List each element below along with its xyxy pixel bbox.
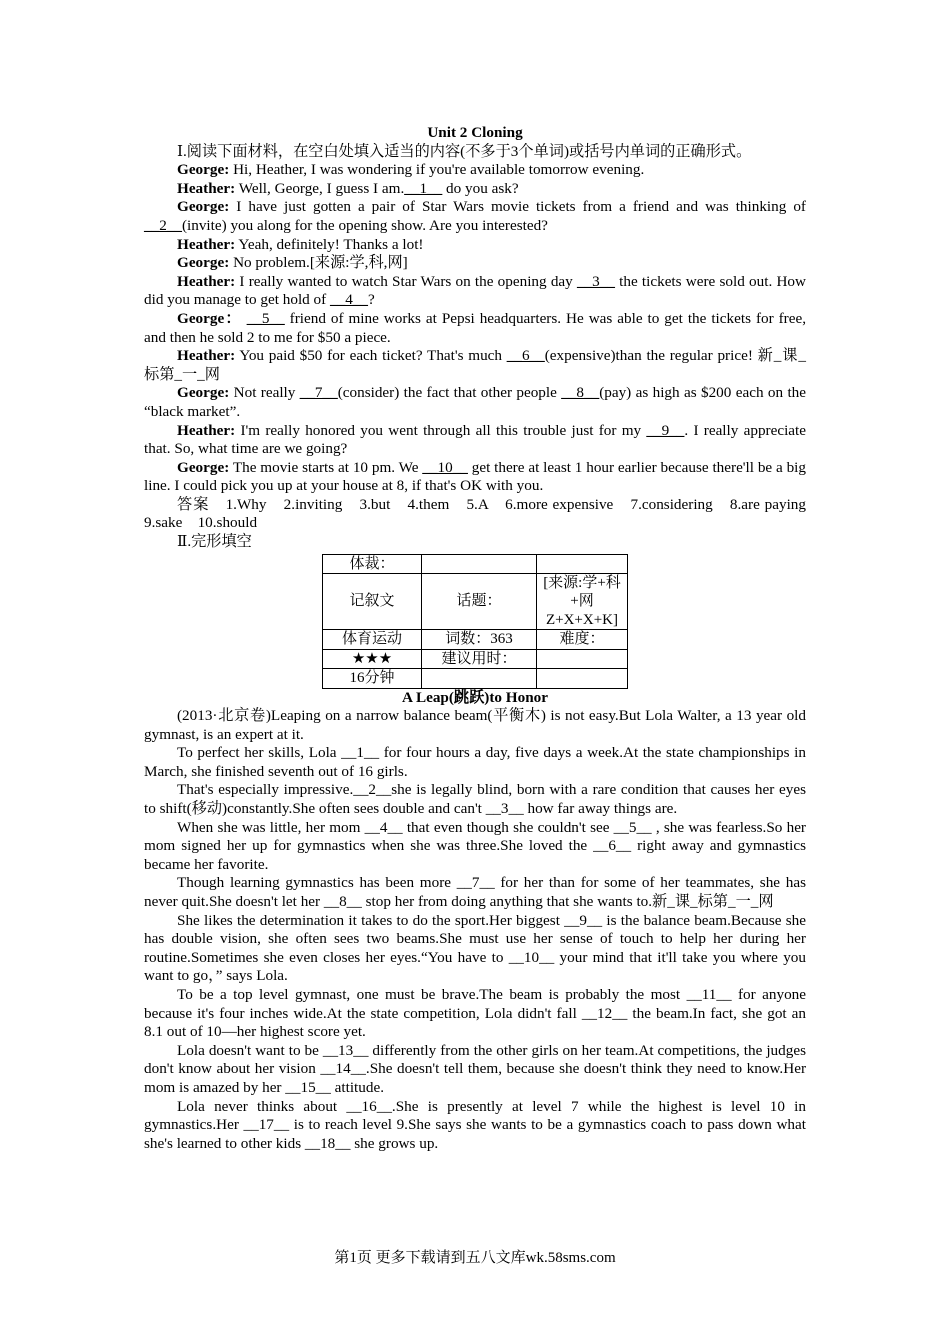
table-cell: 体裁： — [323, 554, 422, 573]
dialogue-text: You paid $50 for each ticket? That's much — [235, 347, 507, 365]
dialogue-text: do you ask? — [442, 179, 519, 197]
table-cell — [422, 669, 537, 688]
table-cell — [537, 649, 628, 668]
table-cell: ★★★ — [323, 649, 422, 668]
table-cell: 记叙文 — [323, 574, 422, 630]
document-page — [144, 124, 822, 1153]
answer-blank: __6__ — [506, 347, 545, 365]
dialogue-line — [144, 180, 806, 199]
passage-paragraph: When she was little, her mom __4__ that even though she couldn't see __5__ , she was fearless.So her mom signed her up for gymnastics when she was three.She loved the __6__ right away and gymnastics became her favorite. — [144, 818, 806, 873]
page-title: Unit 2 Cloning — [427, 124, 523, 141]
passage-paragraph: She likes the determination it takes to do the sport.Her biggest __9__ is the balance beam.Because she has double vision, she often sees two beams.She must use her sense of touch to help her during her routine.Sometimes she even closes her eyes.“You have to __10__ your mind that it'll take you where you want to go，” says Lola. — [144, 911, 806, 985]
speaker-name: Heather: — [177, 179, 236, 197]
table-row — [323, 630, 628, 649]
passage-info-table — [322, 554, 628, 689]
speaker-name: Heather: — [177, 235, 236, 253]
speaker-name: George: — [177, 384, 230, 402]
answer-blank: __3__ — [576, 272, 615, 290]
speaker-name: George: — [177, 254, 230, 272]
passage-paragraph: That's especially impressive.__2__she is legally blind, born with a rare condition that causes her eyes to shift(移动)constantly.She often sees double and can't __3__ how far away things are. — [144, 781, 806, 818]
speaker-name: George: — [177, 161, 230, 179]
dialogue-text: No problem.[来源:学,科,网] — [229, 254, 408, 272]
dialogue-text: the tickets were sold out. How did you manage to get hold of — [144, 272, 806, 309]
dialogue-line — [144, 422, 806, 459]
passage-paragraph: Lola doesn't want to be __13__ differently from the other girls on her team.At competitions, the judges don't know about her vision __14__.She doesn't tell them, because she doesn't think they need to know.Her mom is amazed by her __15__ attitude. — [144, 1041, 806, 1096]
table-row — [323, 669, 628, 688]
table-cell: 话题： — [422, 574, 537, 630]
part2-heading: Ⅱ.完形填空 — [177, 533, 252, 551]
answer-blank: __1__ — [404, 179, 443, 197]
table-cell — [537, 554, 628, 573]
dialogue-text: I really wanted to watch Star Wars on the opening day — [235, 272, 577, 290]
table-cell — [422, 554, 537, 573]
dialogue-line — [144, 459, 806, 496]
table-cell: 建议用时： — [422, 649, 537, 668]
dialogue-text: (pay) as high as $200 each on the “black market”. — [144, 384, 807, 420]
speaker-name: George: — [177, 458, 230, 476]
table-row — [323, 649, 628, 668]
dialogue-line — [144, 236, 806, 255]
answer-blank: __7__ — [299, 384, 338, 402]
answer-blank: __5__ — [246, 309, 285, 327]
speaker-name: Heather: — [177, 421, 236, 439]
table-cell: 体育运动 — [323, 630, 422, 649]
dialogue-text: Not really — [229, 384, 300, 402]
dialogue-text: Yeah, definitely! Thanks a lot! — [235, 235, 424, 253]
dialogue-line — [144, 384, 806, 421]
table-cell: [来源:学+科+网Z+X+X+K] — [537, 574, 628, 630]
part1-instruction: Ⅰ.阅读下面材料，在空白处填入适当的内容(不多于3个单词)或括号内单词的正确形式。 — [177, 142, 752, 160]
dialogue-line — [144, 161, 806, 180]
dialogue-text: Well, George, I guess I am. — [235, 179, 405, 197]
passage-paragraph: To be a top level gymnast, one must be brave.The beam is probably the most __11__ for anyone because it's four inches wide.At the state competition, Lola didn't fall __12__ the beam.In fact, she got an 8.1 out of 10—her highest score yet. — [144, 986, 806, 1041]
dialogue-text: I'm really honored you went through all this trouble just for my — [235, 421, 647, 439]
dialogue-text: (expensive)than the regular price! 新_课_标第_一_网 — [144, 347, 806, 383]
table-cell: 16分钟 — [323, 669, 422, 688]
table-cell: 难度： — [537, 630, 628, 649]
dialogue-text: ? — [367, 291, 375, 309]
passage — [144, 707, 806, 1153]
answer-blank: __8__ — [561, 384, 600, 402]
dialogue — [144, 161, 806, 496]
answer-key: 答案 1.Why 2.inviting 3.but 4.them 5.A 6.more expensive 7.considering 8.are paying 9.sake 10.should — [144, 495, 822, 532]
passage-paragraph: (2013·北京卷)Leaping on a narrow balance beam(平衡木) is not easy.But Lola Walter, a 13 year old gymnast, is an expert at it. — [144, 707, 806, 743]
passage-paragraph: Though learning gymnastics has been more __7__ for her than for some of her teammates, she has never quit.She doesn't let her __8__ stop her from doing anything that she wants to.新_课_标第_一_网 — [144, 874, 806, 911]
answer-blank: __2__ — [144, 216, 182, 234]
answer-blank: __9__ — [646, 421, 685, 439]
table-row — [323, 554, 628, 573]
dialogue-line — [144, 347, 806, 384]
dialogue-text: (consider) the fact that other people — [337, 384, 562, 402]
answer-blank: __10__ — [422, 458, 468, 476]
dialogue-text: friend of mine works at Pepsi headquarters. He was able to get the tickets for free, and then he sold 2 to me for $50 a piece. — [144, 309, 807, 346]
dialogue-text: Hi, Heather, I was wondering if you're available tomorrow evening. — [229, 161, 645, 179]
speaker-name: George: — [177, 198, 230, 216]
speaker-name: George： — [177, 309, 242, 327]
dialogue-line — [144, 198, 806, 235]
answer-blank: __4__ — [330, 291, 368, 309]
table-cell — [537, 669, 628, 688]
dialogue-text: I have just gotten a pair of Star Wars movie tickets from a friend and was thinking of — [229, 198, 806, 216]
table-row — [323, 574, 628, 630]
dialogue-line — [144, 310, 806, 347]
speaker-name: Heather: — [177, 347, 236, 365]
dialogue-text: . I really appreciate that. So, what time are we going? — [144, 421, 806, 458]
page-footer: 第1页 更多下载请到五八文库wk.58sms.com — [334, 1250, 616, 1266]
dialogue-line — [144, 273, 806, 310]
passage-paragraph: Lola never thinks about __16__.She is presently at level 7 while the highest is level 10 in gymnastics.Her __17__ is to reach level 9.She says she wants to be a gymnastics coach to pass down what she's learned to other kids __18__ she grows up. — [144, 1097, 806, 1152]
passage-paragraph: To perfect her skills, Lola __1__ for four hours a day, five days a week.At the state championships in March, she finished seventh out of 16 girls. — [144, 744, 806, 780]
speaker-name: Heather: — [177, 272, 236, 290]
dialogue-line — [144, 254, 806, 273]
dialogue-text: The movie starts at 10 pm. We — [229, 458, 423, 476]
passage-title: A Leap(跳跃)to Honor — [402, 688, 548, 706]
table-cell: 词数：363 — [422, 630, 537, 649]
dialogue-text: (invite) you along for the opening show. Are you interested? — [181, 216, 548, 234]
dialogue-text: get there at least 1 hour earlier because there'll be a big line. I could pick you up at your house at 8, if that's OK with you. — [144, 458, 806, 495]
